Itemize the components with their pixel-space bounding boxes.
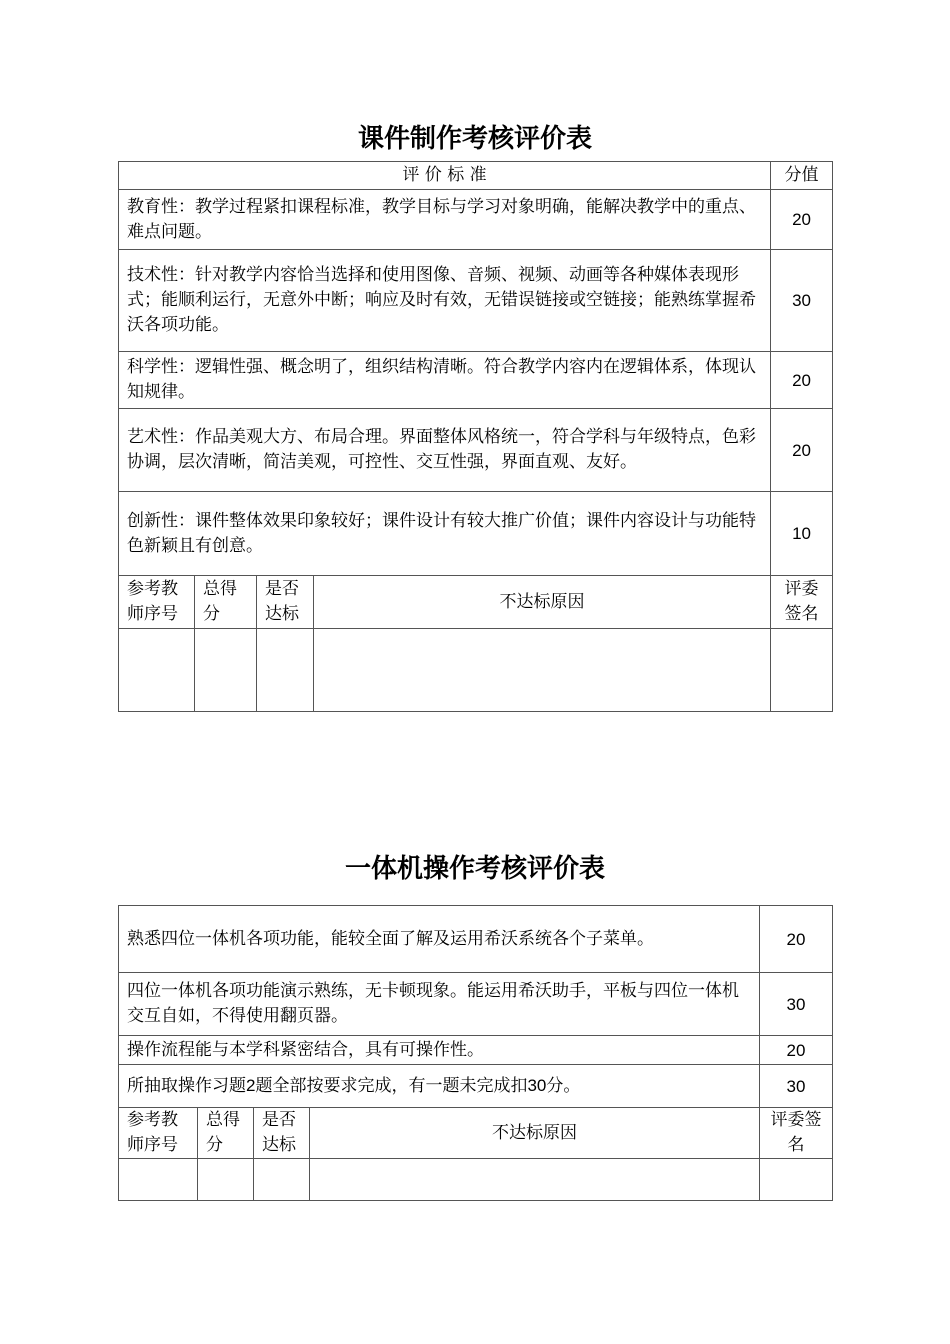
criteria-cell: 技术性：针对教学内容恰当选择和使用图像、音频、视频、动画等各种媒体表现形式；能顺利运行，无意外中断；响应及时有效，无错误链接或空链接；能熟练掌握希沃各项功能。 (119, 250, 771, 352)
pass-cell[interactable] (254, 1159, 310, 1201)
table-row (119, 906, 833, 973)
table1-title: 课件制作考核评价表 (357, 124, 592, 154)
score-cell: 30 (760, 1065, 833, 1108)
score-cell: 30 (771, 250, 833, 352)
teacher-number-cell[interactable] (119, 629, 195, 712)
score-cell: 30 (760, 973, 833, 1036)
blank-entry-row (119, 1159, 833, 1201)
table-row (119, 492, 833, 576)
footer-header-row (119, 1108, 833, 1159)
fail-reason-label: 不达标原因 (310, 1108, 760, 1159)
pass-label: 是否达标 (254, 1108, 310, 1159)
total-score-label: 总得分 (195, 576, 257, 629)
judge-signature-cell[interactable] (771, 629, 833, 712)
table-row (119, 973, 833, 1036)
criteria-cell: 四位一体机各项功能演示熟练，无卡顿现象。能运用希沃助手，平板与四位一体机交互自如，不得使用翻页器。 (119, 973, 760, 1036)
judge-signature-cell[interactable] (760, 1159, 833, 1201)
total-score-cell[interactable] (198, 1159, 254, 1201)
criteria-cell: 创新性：课件整体效果印象较好；课件设计有较大推广价值；课件内容设计与功能特色新颖且有创意。 (119, 492, 771, 576)
footer-header-row (119, 576, 833, 629)
table-row (119, 190, 833, 250)
teacher-number-cell[interactable] (119, 1159, 198, 1201)
total-score-cell[interactable] (195, 629, 257, 712)
table-row (119, 1036, 833, 1065)
judge-signature-label: 评委签名 (760, 1108, 833, 1159)
table-row (119, 352, 833, 409)
whiteboard-operation-table (118, 905, 833, 1201)
table-row (119, 409, 833, 492)
table2-title: 一体机操作考核评价表 (344, 854, 605, 884)
pass-cell[interactable] (257, 629, 314, 712)
fail-reason-cell[interactable] (314, 629, 771, 712)
header-criteria: 评 价 标 准 (119, 162, 771, 190)
score-cell: 20 (760, 1036, 833, 1065)
header-score: 分值 (771, 162, 833, 190)
criteria-cell: 艺术性：作品美观大方、布局合理。界面整体风格统一，符合学科与年级特点，色彩协调，层次清晰，简洁美观，可控性、交互性强，界面直观、友好。 (119, 409, 771, 492)
score-cell: 20 (771, 352, 833, 409)
teacher-number-label: 参考教师序号 (119, 1108, 198, 1159)
score-cell: 10 (771, 492, 833, 576)
table-row (119, 250, 833, 352)
criteria-cell: 熟悉四位一体机各项功能，能较全面了解及运用希沃系统各个子菜单。 (119, 906, 760, 973)
total-score-label: 总得分 (198, 1108, 254, 1159)
pass-label: 是否达标 (257, 576, 314, 629)
score-cell: 20 (760, 906, 833, 973)
courseware-evaluation-table (118, 161, 833, 712)
fail-reason-label: 不达标原因 (314, 576, 771, 629)
criteria-cell: 教育性：教学过程紧扣课程标准，教学目标与学习对象明确，能解决教学中的重点、难点问题。 (119, 190, 771, 250)
table-row (119, 1065, 833, 1108)
fail-reason-cell[interactable] (310, 1159, 760, 1201)
criteria-cell: 科学性：逻辑性强、概念明了，组织结构清晰。符合教学内容内在逻辑体系，体现认知规律。 (119, 352, 771, 409)
blank-entry-row (119, 629, 833, 712)
score-cell: 20 (771, 190, 833, 250)
score-cell: 20 (771, 409, 833, 492)
teacher-number-label: 参考教师序号 (119, 576, 195, 629)
criteria-cell: 所抽取操作习题2题全部按要求完成，有一题未完成扣30分。 (119, 1065, 760, 1108)
criteria-cell: 操作流程能与本学科紧密结合，具有可操作性。 (119, 1036, 760, 1065)
judge-signature-label: 评委签名 (771, 576, 833, 629)
